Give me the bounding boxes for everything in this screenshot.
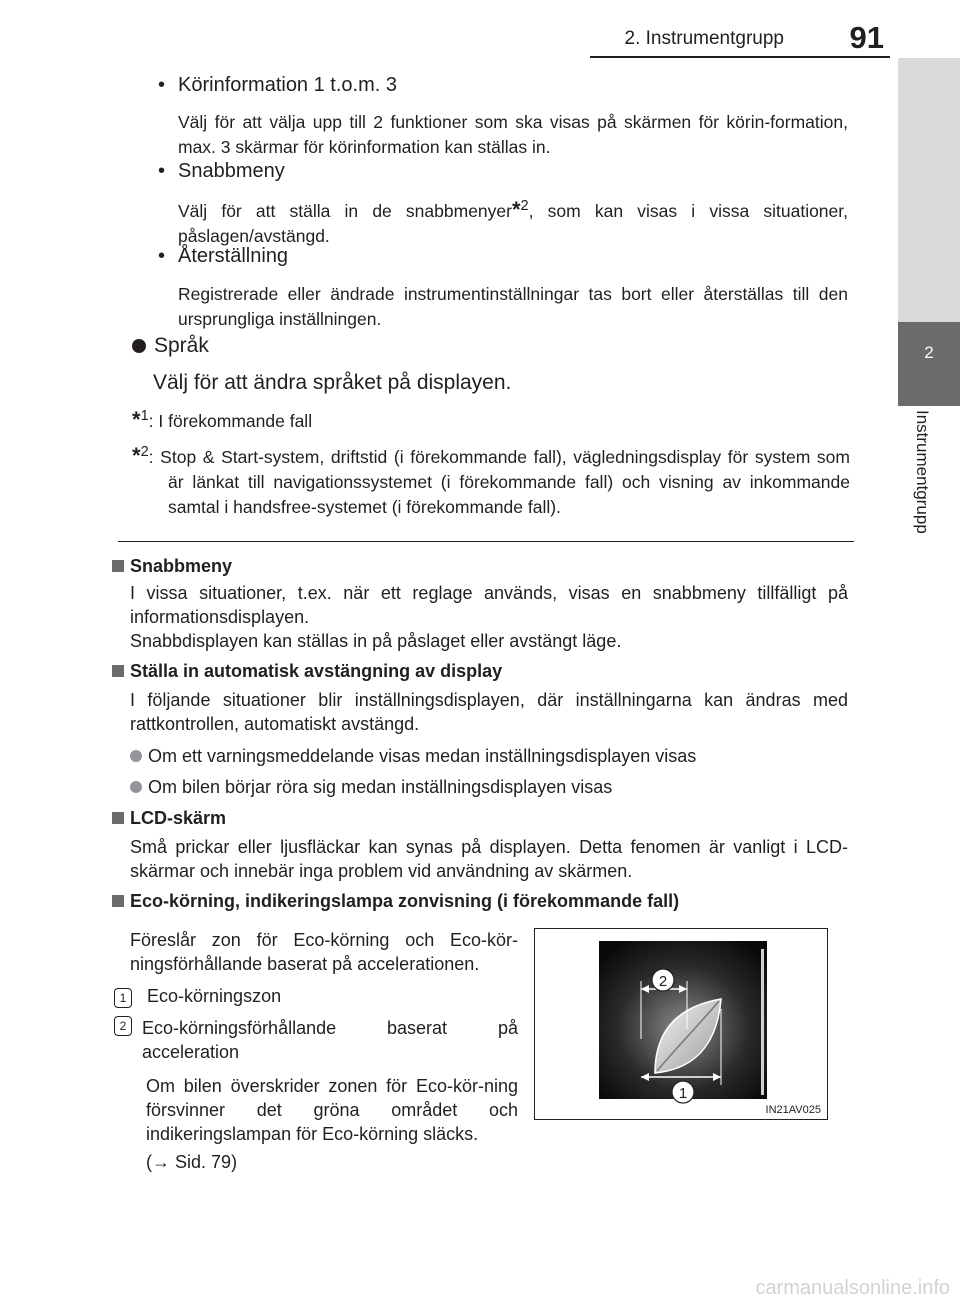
footnote-asterisk: * bbox=[511, 196, 521, 222]
section-title: Snabbmeny bbox=[130, 556, 233, 576]
callout-2-label: 2 bbox=[658, 973, 668, 990]
section-title: LCD-skärm bbox=[130, 808, 227, 828]
footnote-text: : I förekommande fall bbox=[148, 410, 313, 431]
section-heading-auto-off bbox=[112, 661, 502, 682]
square-bullet-icon bbox=[112, 665, 124, 677]
sprak-heading bbox=[132, 334, 209, 358]
menu-item-label: Körinformation 1 t.o.m. 3 bbox=[178, 74, 397, 96]
number-badge: 2 bbox=[114, 1016, 132, 1036]
menu-item-korinformation bbox=[158, 74, 397, 97]
menu-item-desc: Välj för att välja upp till 2 funktioner som ska visas på skärmen för körin-formation, max. 3 skärmar för körinformation kan ställas in. bbox=[178, 112, 848, 157]
square-bullet-icon bbox=[112, 895, 124, 907]
sprak-desc: Välj för att ändra språket på displayen. bbox=[153, 371, 512, 394]
section-body bbox=[130, 581, 848, 653]
section-heading-snabbmeny bbox=[112, 556, 232, 577]
footnote-1 bbox=[132, 404, 312, 434]
section-title: Ställa in automatisk avstängning av display bbox=[130, 661, 503, 681]
page-reference: (→ Sid. 79) bbox=[146, 1152, 238, 1172]
bullet-icon: • bbox=[158, 160, 166, 182]
header-rule bbox=[590, 56, 890, 58]
footnote-asterisk: * bbox=[132, 442, 141, 468]
list-item-text: Om bilen börjar röra sig medan inställningsdisplayen visas bbox=[148, 777, 613, 797]
menu-item-desc bbox=[178, 194, 848, 249]
section-title: Eco-körning, indikeringslampa zonvisning (i förekommande fall) bbox=[130, 891, 680, 911]
square-bullet-icon bbox=[112, 560, 124, 572]
desc-text: Välj för att ställa in de snabbmenyer bbox=[178, 200, 512, 221]
gray-circle-icon bbox=[130, 750, 142, 762]
menu-item-aterstallning bbox=[158, 245, 288, 268]
eco-intro: Föreslår zon för Eco-körning och Eco-kör-ningsförhållande baserat på accelerationen. bbox=[130, 930, 518, 974]
square-bullet-icon bbox=[112, 812, 124, 824]
gray-circle-icon bbox=[130, 781, 142, 793]
list-item-text: Om ett varningsmeddelande visas medan inställningsdisplayen visas bbox=[148, 746, 697, 766]
figure-id: IN21AV025 bbox=[765, 1104, 821, 1116]
footnote-2 bbox=[132, 440, 850, 520]
number-badge: 1 bbox=[114, 988, 132, 1008]
footnote-asterisk: * bbox=[132, 406, 141, 432]
list-item bbox=[130, 744, 848, 768]
section-heading-eco bbox=[112, 891, 679, 912]
eco-zone-figure bbox=[534, 928, 828, 1120]
side-tab-chapter-number: 2 bbox=[898, 322, 960, 406]
eco-item-text: Eco-körningsförhållande baserat på acceleration bbox=[142, 1018, 518, 1062]
sprak-label: Språk bbox=[154, 334, 209, 357]
page-number: 91 bbox=[849, 20, 884, 55]
eco-note: Om bilen överskrider zonen för Eco-kör-ning försvinner det gröna området och indikeringslampan för Eco-körning släcks. bbox=[146, 1076, 518, 1144]
page-ref-link[interactable]: Sid. 79 bbox=[175, 1152, 232, 1172]
side-tab-label-wrap bbox=[898, 410, 960, 670]
filled-circle-icon bbox=[132, 339, 146, 353]
list-item bbox=[130, 775, 848, 799]
menu-item-label: Snabbmeny bbox=[178, 160, 285, 182]
footnote-text: : Stop & Start-system, driftstid (i förekommande fall), vägledningsdisplay för system som är länkat till navigationssystemet (i förekommande fall) och visning av inkommande samtal i handsfree-systemet (i förekommande fall). bbox=[148, 446, 850, 517]
callout-1-label: 1 bbox=[678, 1085, 688, 1102]
eco-zone-illustration bbox=[535, 929, 827, 1119]
desc-text: , som kan visas i vissa situationer, påslagen/avstängd. bbox=[178, 200, 848, 246]
menu-item-snabbmeny bbox=[158, 160, 285, 183]
section-divider bbox=[118, 541, 854, 542]
footnote-number: 2 bbox=[140, 444, 149, 460]
display-bar bbox=[761, 949, 764, 1095]
arrow-right-icon: → bbox=[152, 1152, 170, 1172]
section-paragraph: I följande situationer blir inställningsdisplayen, där inställningarna kan ändras med rattkontrollen, automatiskt avstängd. bbox=[130, 690, 848, 734]
bullet-icon: • bbox=[158, 245, 166, 267]
side-tab-bar bbox=[898, 58, 960, 322]
footnote-ref: 2 bbox=[520, 198, 529, 214]
menu-item-label: Återställning bbox=[178, 245, 289, 267]
eco-item-1 bbox=[114, 984, 518, 1008]
running-header-title: 2. Instrumentgrupp bbox=[624, 28, 784, 49]
section-paragraph: I vissa situationer, t.ex. när ett reglage används, visas en snabbmeny tillfälligt på informationsdisplayen. bbox=[130, 583, 848, 627]
bullet-icon: • bbox=[158, 74, 166, 96]
section-heading-lcd bbox=[112, 808, 226, 829]
eco-item-text: Eco-körningszon bbox=[147, 986, 282, 1006]
watermark: carmanualsonline.info bbox=[755, 1277, 950, 1299]
menu-item-desc: Registrerade eller ändrade instrumentinställningar tas bort eller återställas till den ursprungliga inställningen. bbox=[178, 284, 848, 329]
footnote-number: 1 bbox=[140, 408, 149, 424]
section-paragraph: Snabbdisplayen kan ställas in på påslaget eller avstängt läge. bbox=[130, 631, 622, 651]
eco-item-2 bbox=[114, 1016, 518, 1064]
section-paragraph: Små prickar eller ljusfläckar kan synas på displayen. Detta fenomen är vanligt i LCD-skärmar och innebär inga problem vid användning av skärmen. bbox=[130, 837, 848, 881]
side-tab-chapter-label: Instrumentgrupp bbox=[913, 410, 932, 534]
